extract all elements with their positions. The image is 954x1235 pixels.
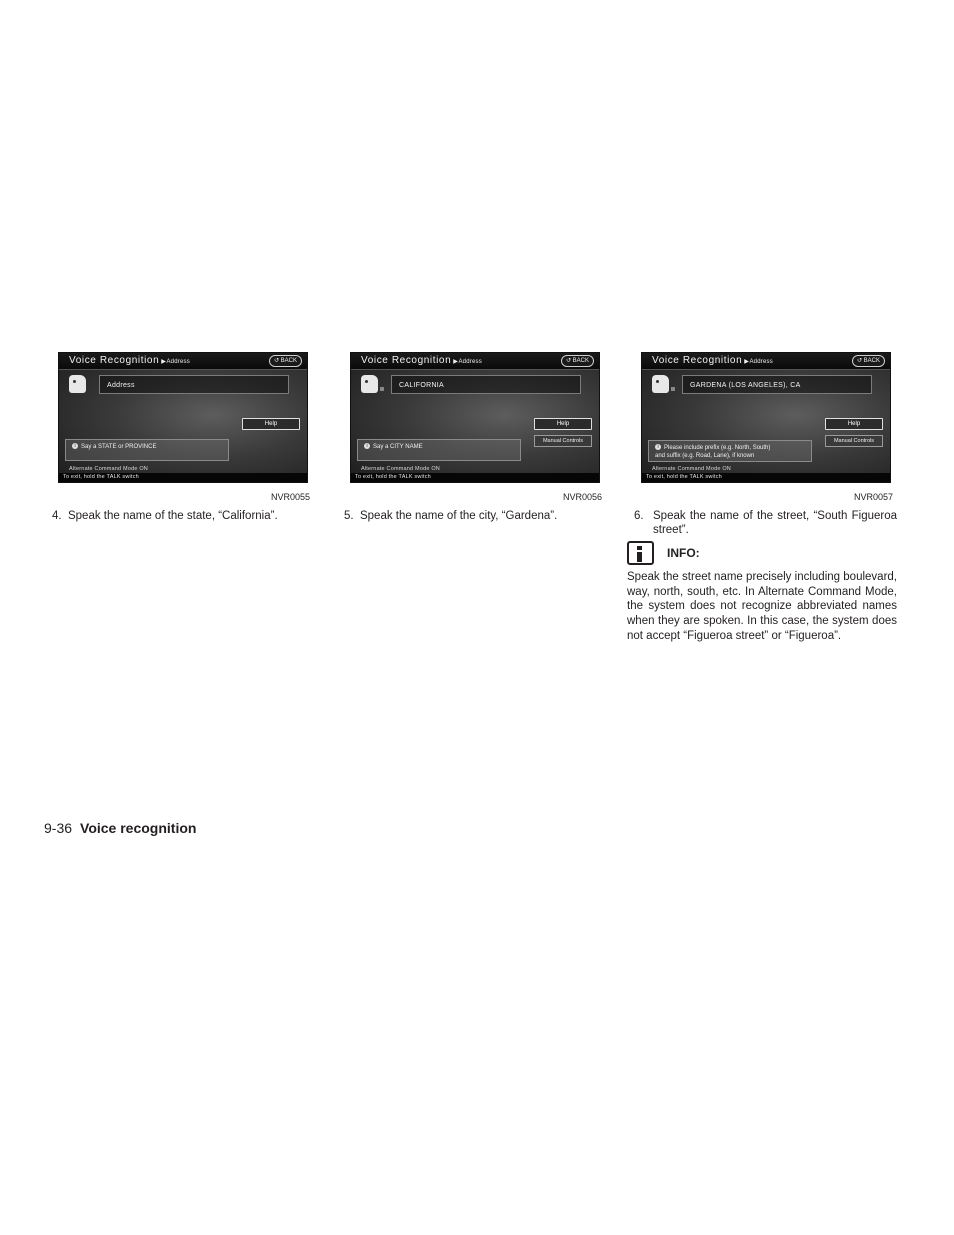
screen-title: Voice Recognition ▶Address bbox=[361, 355, 482, 366]
prompt-line-1: Say a STATE or PROVINCE bbox=[81, 444, 157, 450]
figure-nvr0055 bbox=[58, 352, 329, 502]
speaker-head-icon bbox=[69, 375, 86, 393]
screen-street-prompt bbox=[641, 352, 891, 483]
page-number: 9-36 bbox=[44, 820, 73, 836]
breadcrumb: Address bbox=[458, 359, 482, 365]
prompt-line-1: Please include prefix (e.g. North, South) bbox=[664, 445, 771, 451]
speaker-head-icon bbox=[652, 375, 669, 393]
recognized-text-field: CALIFORNIA bbox=[391, 375, 581, 394]
step-4 bbox=[52, 509, 312, 523]
prompt-line-2: and suffix (e.g. Road, Lane), if known bbox=[655, 453, 755, 459]
help-button[interactable]: Help bbox=[242, 418, 300, 430]
back-button[interactable]: ↺ BACK bbox=[561, 355, 594, 367]
exit-hint: To exit, hold the TALK switch bbox=[642, 473, 890, 482]
help-button[interactable]: Help bbox=[534, 418, 592, 430]
info-body: Speak the street name precisely including boulevard, way, north, south, etc. In Alternate Command Mode, the system does not recognize abbreviated names when they are spoken. In this case, the system does not accept “Figueroa street” or “Figueroa”. bbox=[627, 571, 897, 642]
manual-controls-button[interactable]: Manual Controls bbox=[825, 435, 883, 447]
prompt-line-1: Say a CITY NAME bbox=[373, 444, 423, 450]
step-number: 6. bbox=[634, 510, 644, 522]
figure-nvr0057 bbox=[641, 352, 912, 502]
speaker-head-icon bbox=[361, 375, 378, 393]
help-button[interactable]: Help bbox=[825, 418, 883, 430]
screen-state-prompt bbox=[58, 352, 308, 483]
back-button[interactable]: ↺ BACK bbox=[852, 355, 885, 367]
step-number: 5. bbox=[344, 510, 354, 522]
figure-caption: NVR0056 bbox=[562, 492, 602, 502]
screen-title: Voice Recognition ▶Address bbox=[69, 355, 190, 366]
recognized-text-field: GARDENA (LOS ANGELES), CA bbox=[682, 375, 872, 394]
step-5 bbox=[344, 509, 604, 523]
breadcrumb: Address bbox=[749, 359, 773, 365]
sound-waves-icon: ıı bbox=[380, 386, 384, 393]
exit-hint: To exit, hold the TALK switch bbox=[59, 473, 307, 482]
step-6 bbox=[634, 509, 897, 537]
voice-prompt-box bbox=[648, 440, 812, 462]
sound-waves-icon: ıı bbox=[671, 386, 675, 393]
page-footer bbox=[44, 820, 196, 836]
breadcrumb: Address bbox=[166, 359, 190, 365]
mode-status: Alternate Command Mode ON bbox=[361, 466, 440, 472]
info-icon: i bbox=[655, 444, 661, 450]
step-number: 4. bbox=[52, 510, 62, 522]
recognized-text-field: Address bbox=[99, 375, 289, 394]
step-text: Speak the name of the city, “Gardena”. bbox=[359, 510, 558, 522]
voice-prompt-box bbox=[357, 439, 521, 461]
back-button[interactable]: ↺ BACK bbox=[269, 355, 302, 367]
figure-caption: NVR0055 bbox=[270, 492, 310, 502]
manual-controls-button[interactable]: Manual Controls bbox=[534, 435, 592, 447]
screen-title: Voice Recognition ▶Address bbox=[652, 355, 773, 366]
section-title: Voice recognition bbox=[80, 820, 197, 836]
screen-city-prompt bbox=[350, 352, 600, 483]
mode-status: Alternate Command Mode ON bbox=[652, 466, 731, 472]
mode-status: Alternate Command Mode ON bbox=[69, 466, 148, 472]
info-icon bbox=[627, 541, 654, 565]
figure-nvr0056 bbox=[350, 352, 621, 502]
info-icon: i bbox=[72, 443, 78, 449]
info-icon: i bbox=[364, 443, 370, 449]
step-text: Speak the name of the street, “South Figueroa street”. bbox=[653, 510, 897, 536]
figure-caption: NVR0057 bbox=[853, 492, 893, 502]
voice-prompt-box bbox=[65, 439, 229, 461]
exit-hint: To exit, hold the TALK switch bbox=[351, 473, 599, 482]
step-text: Speak the name of the state, “California”. bbox=[67, 510, 278, 522]
info-label: INFO: bbox=[667, 546, 700, 560]
